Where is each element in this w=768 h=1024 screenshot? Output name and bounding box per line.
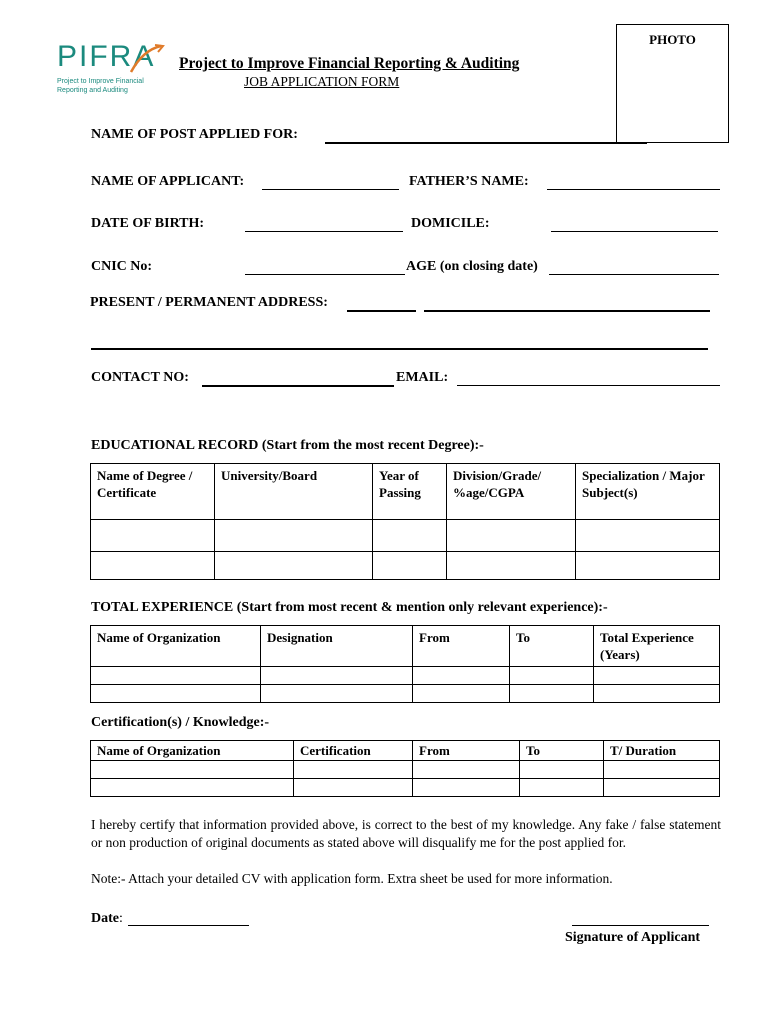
domicile-field[interactable] — [551, 217, 718, 232]
experience-col-to: To — [510, 626, 594, 667]
page-title: Project to Improve Financial Reporting & Auditing — [179, 55, 520, 72]
education-heading: EDUCATIONAL RECORD (Start from the most recent Degree):- — [91, 438, 484, 453]
pifra-logo — [57, 40, 167, 100]
certification-col-certification: Certification — [294, 741, 413, 761]
date-field[interactable] — [128, 911, 249, 926]
table-cell[interactable] — [294, 761, 413, 779]
signature-label: Signature of Applicant — [565, 930, 701, 945]
table-cell[interactable] — [215, 520, 373, 552]
education-col-year: Year of Passing — [373, 464, 447, 520]
table-cell[interactable] — [294, 779, 413, 797]
certification-table — [90, 740, 720, 797]
father-name-label: FATHER’S NAME: — [409, 174, 529, 189]
education-col-specialization: Specialization / Major Subject(s) — [576, 464, 720, 520]
table-row — [91, 667, 720, 685]
table-cell[interactable] — [413, 761, 520, 779]
experience-col-total: Total Experience (Years) — [594, 626, 720, 667]
dob-label: DATE OF BIRTH: — [91, 216, 205, 231]
table-row — [91, 552, 720, 580]
table-cell[interactable] — [91, 552, 215, 580]
education-col-grade: Division/Grade/ %age/CGPA — [447, 464, 576, 520]
table-cell[interactable] — [91, 667, 261, 685]
experience-col-designation: Designation — [261, 626, 413, 667]
table-cell[interactable] — [447, 520, 576, 552]
logo-swoosh-icon — [129, 44, 165, 74]
table-row — [91, 779, 720, 797]
date-label: Date — [91, 911, 119, 926]
email-field[interactable] — [457, 371, 720, 386]
logo-subtitle-1: Project to Improve Financial — [57, 78, 144, 85]
logo-text: PIFRA — [57, 40, 156, 73]
table-cell[interactable] — [91, 520, 215, 552]
certification-col-to: To — [520, 741, 604, 761]
table-cell[interactable] — [373, 552, 447, 580]
logo-subtitle-2: Reporting and Auditing — [57, 87, 128, 94]
contact-label: CONTACT NO: — [91, 370, 189, 385]
table-cell[interactable] — [413, 779, 520, 797]
address-field-1a[interactable] — [347, 296, 416, 312]
education-col-university: University/Board — [215, 464, 373, 520]
table-cell[interactable] — [373, 520, 447, 552]
table-header-row — [91, 464, 720, 520]
post-applied-label: NAME OF POST APPLIED FOR: — [91, 127, 298, 142]
experience-col-from: From — [413, 626, 510, 667]
table-cell[interactable] — [91, 779, 294, 797]
signature-field[interactable] — [572, 911, 709, 926]
dob-field[interactable] — [245, 217, 403, 232]
table-cell[interactable] — [215, 552, 373, 580]
education-col-degree: Name of Degree / Certificate — [91, 464, 215, 520]
page-subtitle: JOB APPLICATION FORM — [244, 74, 400, 89]
certification-col-from: From — [413, 741, 520, 761]
table-cell[interactable] — [576, 520, 720, 552]
table-row — [91, 685, 720, 703]
note-text: Note:- Attach your detailed CV with application form. Extra sheet be used for more information. — [91, 871, 613, 886]
experience-col-organization: Name of Organization — [91, 626, 261, 667]
certification-heading: Certification(s) / Knowledge:- — [91, 715, 270, 730]
experience-table — [90, 625, 720, 703]
post-applied-field[interactable] — [325, 128, 647, 144]
cnic-field[interactable] — [245, 260, 405, 275]
table-cell[interactable] — [261, 685, 413, 703]
table-cell[interactable] — [576, 552, 720, 580]
applicant-name-field[interactable] — [262, 175, 399, 190]
contact-field[interactable] — [202, 371, 394, 387]
address-field-1b[interactable] — [424, 296, 710, 312]
table-cell[interactable] — [91, 761, 294, 779]
table-cell[interactable] — [261, 667, 413, 685]
table-cell[interactable] — [520, 779, 604, 797]
photo-label: PHOTO — [649, 32, 696, 47]
table-cell[interactable] — [594, 667, 720, 685]
father-name-field[interactable] — [547, 175, 720, 190]
email-label: EMAIL: — [396, 370, 449, 385]
table-cell[interactable] — [447, 552, 576, 580]
date-row — [91, 911, 123, 927]
applicant-name-label: NAME OF APPLICANT: — [91, 174, 245, 189]
photo-box[interactable] — [616, 24, 729, 143]
table-cell[interactable] — [413, 667, 510, 685]
table-row — [91, 761, 720, 779]
age-label: AGE (on closing date) — [406, 259, 538, 274]
domicile-label: DOMICILE: — [411, 216, 490, 231]
table-cell[interactable] — [604, 761, 720, 779]
date-colon: : — [119, 911, 123, 926]
table-cell[interactable] — [510, 685, 594, 703]
cnic-label: CNIC No: — [91, 259, 153, 274]
table-cell[interactable] — [520, 761, 604, 779]
certification-col-duration: T/ Duration — [604, 741, 720, 761]
table-cell[interactable] — [510, 667, 594, 685]
declaration-text: I hereby certify that information provided above, is correct to the best of my knowledge. Any fake / false statement or non production of original documents as stated above will disqualify me for the post applied for. — [91, 817, 721, 850]
table-row — [91, 520, 720, 552]
certification-col-organization: Name of Organization — [91, 741, 294, 761]
education-table — [90, 463, 720, 580]
table-header-row — [91, 626, 720, 667]
age-field[interactable] — [549, 260, 719, 275]
table-header-row — [91, 741, 720, 761]
address-field-2[interactable] — [91, 334, 708, 350]
experience-heading: TOTAL EXPERIENCE (Start from most recent & mention only relevant experience):- — [91, 600, 608, 615]
table-cell[interactable] — [413, 685, 510, 703]
table-cell[interactable] — [604, 779, 720, 797]
table-cell[interactable] — [594, 685, 720, 703]
address-label: PRESENT / PERMANENT ADDRESS: — [90, 295, 328, 310]
table-cell[interactable] — [91, 685, 261, 703]
